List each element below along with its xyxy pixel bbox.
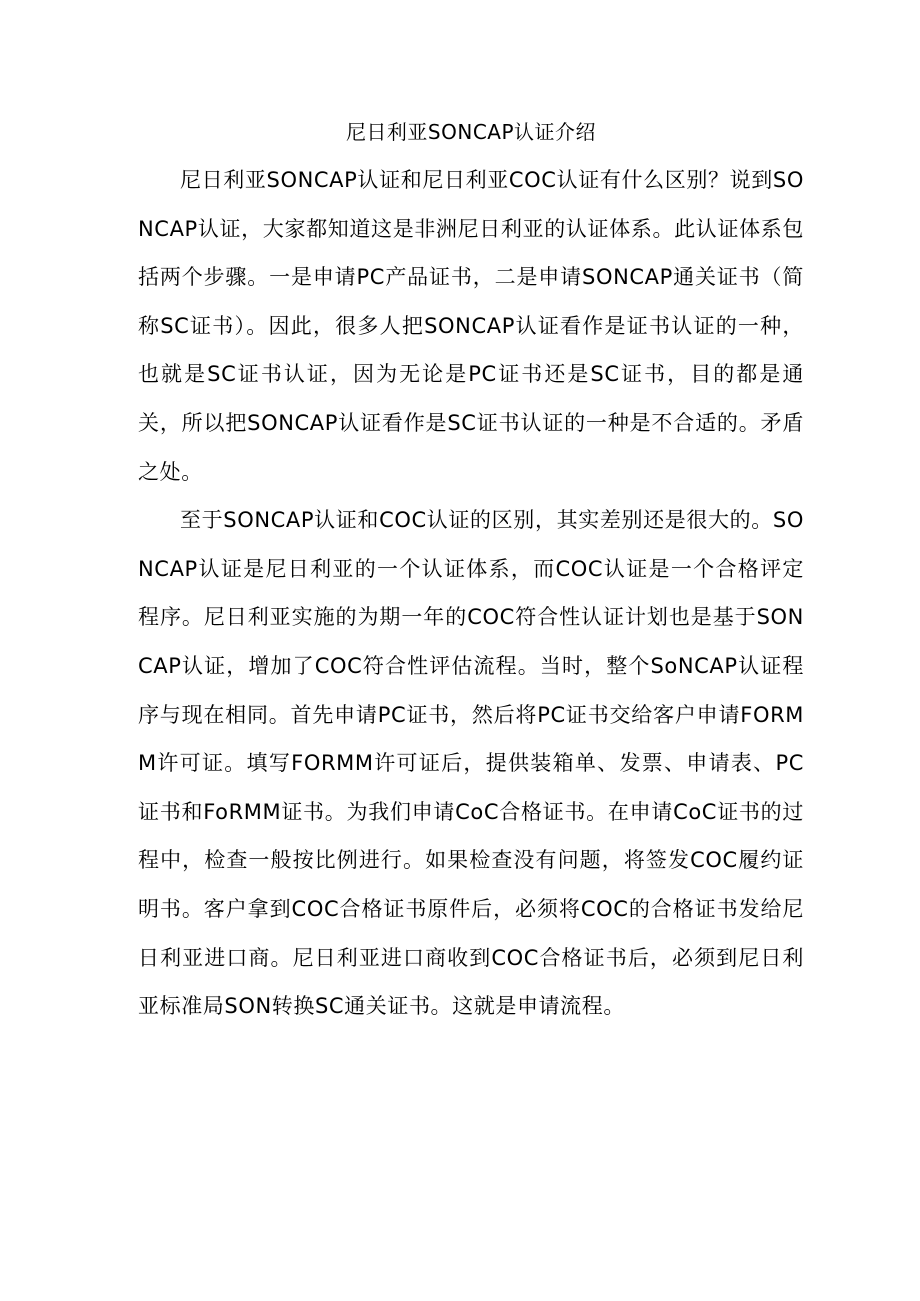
paragraph-soncap-vs-coc-intro: 尼日利亚SONCAP认证和尼日利亚COC认证有什么区别？说到SONCAP认证，大家都知道这是非洲尼日利亚的认证体系。此认证体系包括两个步骤。一是申请PC产品证书，二是申请SONCAP通关证书（简称SC证书）。因此，很多人把SONCAP认证看作是证书认证的一种，也就是SC证书认证，因为无论是PC证书还是SC证书，目的都是通关，所以把SONCAP认证看作是SC证书认证的一种是不合适的。矛盾之处。 [138,168,804,484]
document-title: 尼日利亚SONCAP认证介绍 [345,120,597,144]
paragraph-application-process: 至于SONCAP认证和COC认证的区别，其实差别还是很大的。SONCAP认证是尼日利亚的一个认证体系，而COC认证是一个合格评定程序。尼日利亚实施的为期一年的COC符合性认证计划也是基于SONCAP认证，增加了COC符合性评估流程。当时，整个SoNCAP认证程序与现在相同。首先申请PC证书，然后将PC证书交给客户申请FORMM许可证。填写FORMM许可证后，提供装箱单、发票、申请表、PC证书和FoRMM证书。为我们申请CoC合格证书。在申请CoC证书的过程中，检查一般按比例进行。如果检查没有问题，将签发COC履约证明书。客户拿到COC合格证书原件后，必须将COC的合格证书发给尼日利亚进口商。尼日利亚进口商收到COC合格证书后，必须到尼日利亚标准局SON转换SC通关证书。这就是申请流程。 [138,508,804,1019]
document-body [138,108,804,1031]
